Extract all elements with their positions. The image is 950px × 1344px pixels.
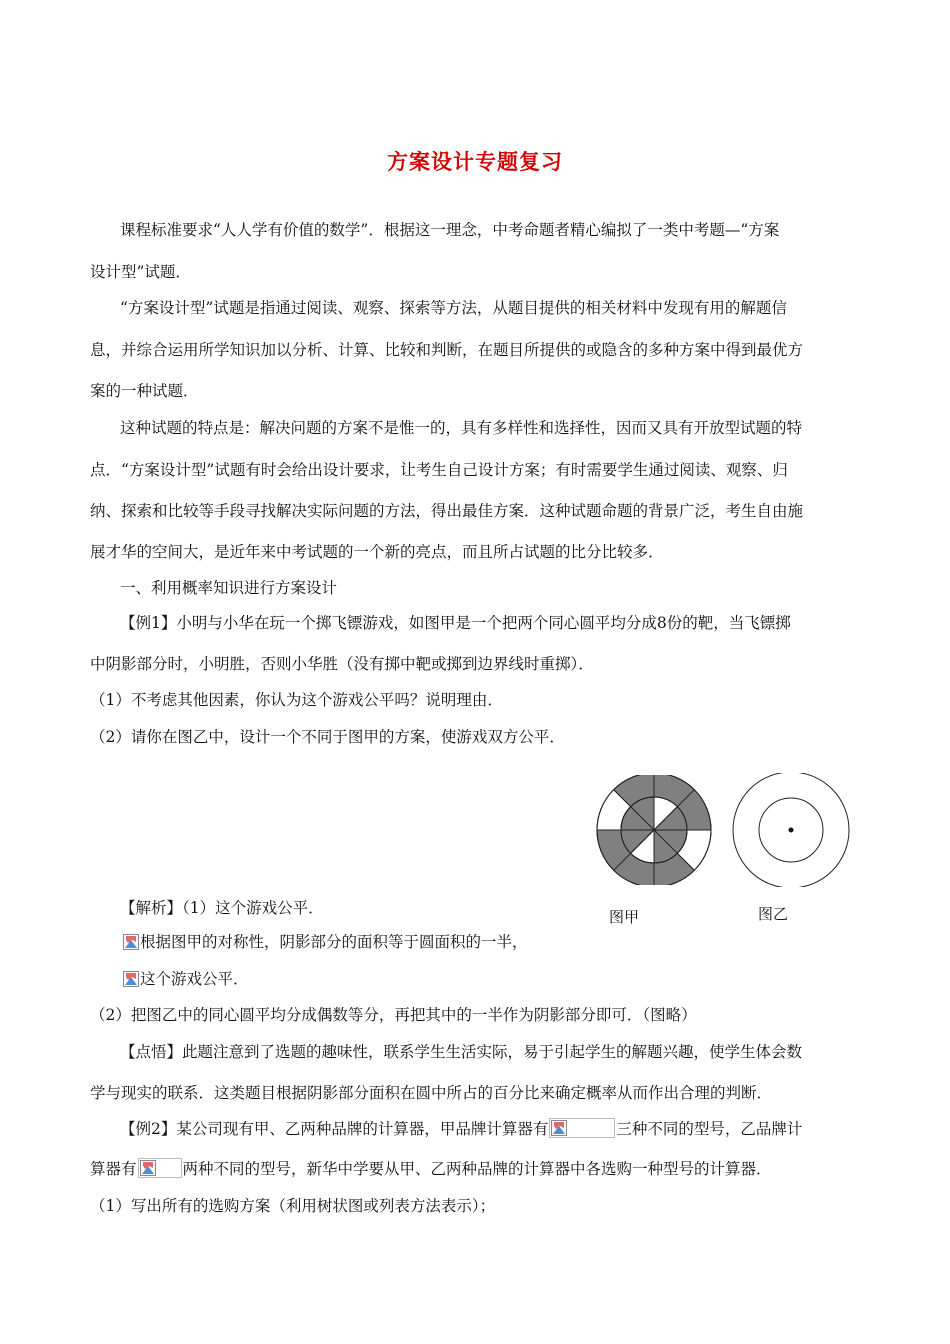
insight-line: 学与现实的联系．这类题目根据阴影部分面积在圆中所占的百分比来确定概率从而作出合理的判断．	[90, 1084, 773, 1102]
example2-text-a: 【例2】某公司现有甲、乙两种品牌的计算器，甲品牌计算器有	[120, 1120, 549, 1138]
intro-line: 息，并综合运用所学知识加以分析、计算、比较和判断，在题目所提供的或隐含的多种方案中得到最优方	[90, 341, 804, 359]
section-heading: 一、利用概率知识进行方案设计	[120, 579, 338, 597]
analysis-heading: 【解析】（1）这个游戏公平．	[120, 899, 324, 917]
analysis-line: （2）把图乙中的同心圆平均分成偶数等分，再把其中的一半作为阴影部分即可．（图略）	[90, 1006, 697, 1024]
figure-b-target	[728, 773, 854, 887]
intro-line: 课程标准要求“人人学有价值的数学”．根据这一理念，中考命题者精心编拟了一类中考题—“方案	[120, 221, 780, 239]
intro-line: 展才华的空间大，是近年来中考试题的一个新的亮点，而且所占试题的比分比较多．	[90, 543, 664, 561]
example2-text-b: 两种不同的型号，新华中学要从甲、乙两种品牌的计算器中各选购一种型号的计算器．	[182, 1160, 772, 1178]
example1-text: 【例1】小明与小华在玩一个掷飞镖游戏，如图甲是一个把两个同心圆平均分成8份的靶，当飞镖掷	[120, 614, 791, 632]
intro-line: 这种试题的特点是：解决问题的方案不是惟一的，具有多样性和选择性，因而又具有开放型试题的特	[120, 419, 803, 437]
formula-image-placeholder	[138, 1158, 182, 1178]
example2-text-a: 算器有	[90, 1160, 137, 1178]
example1-question: （2）请你在图乙中，设计一个不同于图甲的方案，使游戏双方公平．	[90, 728, 565, 746]
figure-a-caption: 图甲	[609, 908, 640, 926]
intro-line: 设计型”试题．	[90, 263, 191, 281]
example2-text-b: 三种不同的型号，乙品牌计	[616, 1120, 803, 1138]
figure-b-caption: 图乙	[758, 905, 789, 923]
insight-line: 【点悟】此题注意到了选题的趣味性，联系学生生活实际，易于引起学生的解题兴趣，使学生体会数	[120, 1043, 803, 1061]
broken-image-icon	[551, 1120, 567, 1136]
broken-image-icon	[140, 1160, 156, 1176]
analysis-line	[123, 932, 528, 952]
page-title: 方案设计专题复习	[387, 149, 563, 174]
intro-line: 纳、探索和比较等手段寻找解决实际问题的方法，得出最佳方案．这种试题命题的背景广泛，考生自由施	[90, 502, 804, 520]
example2-question: （1）写出所有的选购方案（利用树状图或列表方法表示）；	[90, 1197, 496, 1215]
figure-a-target	[594, 775, 714, 885]
broken-image-icon	[123, 971, 139, 987]
intro-line: “方案设计型”试题是指通过阅读、观察、探索等方法，从题目提供的相关材料中发现有用的解题信	[120, 299, 787, 317]
formula-image-placeholder	[549, 1118, 615, 1138]
intro-line: 案的一种试题．	[90, 382, 199, 400]
analysis-line	[123, 969, 249, 989]
broken-image-icon	[123, 934, 139, 950]
analysis-text: 根据图甲的对称性，阴影部分的面积等于圆面积的一半，	[140, 933, 528, 951]
example2-text	[120, 1118, 802, 1139]
example1-question: （1）不考虑其他因素，你认为这个游戏公平吗？说明理由．	[90, 691, 503, 709]
intro-line: 点．“方案设计型”试题有时会给出设计要求，让考生自己设计方案；有时需要学生通过阅读、观察、归	[90, 461, 788, 479]
analysis-text: 这个游戏公平．	[140, 970, 249, 988]
example2-text	[90, 1158, 772, 1179]
example1-text: 中阴影部分时，小明胜，否则小华胜（没有掷中靶或掷到边界线时重掷）．	[90, 655, 594, 673]
